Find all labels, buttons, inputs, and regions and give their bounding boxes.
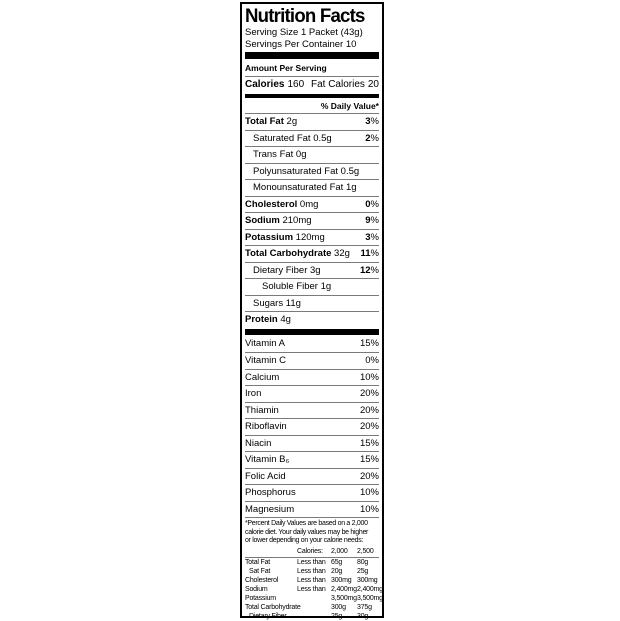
- vitamin-row-vitamin-a: [245, 336, 379, 353]
- nutrient-amount: 0.5g: [310, 132, 332, 144]
- vitamin-name: Thiamin: [245, 404, 279, 416]
- vitamin-row-folic-acid: [245, 468, 379, 485]
- ref-value-2500: 3,500mg: [357, 594, 383, 602]
- vitamin-daily-value: 20%: [359, 388, 379, 399]
- nutrient-amount: 120mg: [293, 231, 325, 243]
- nutrient-amount: 0g: [293, 149, 307, 160]
- nutrient-amount: 4g: [277, 314, 291, 325]
- dv-number: 3: [365, 231, 371, 243]
- footnote-line-1: *Percent Daily Values are based on a 2,000: [245, 520, 368, 527]
- ref-nutrient-name: Total Fat: [245, 558, 271, 566]
- reference-row-dietary-fiber: [245, 612, 379, 621]
- calories-label: Calories: [245, 79, 285, 90]
- reference-row-cholesterol: [245, 576, 379, 585]
- footnote-line-3: or lower depending on your calorie needs:: [245, 537, 364, 545]
- nutrient-name: Monounsaturated Fat: [253, 182, 344, 193]
- vitamin-daily-value: 10%: [359, 487, 379, 498]
- percent-sign: %: [370, 231, 379, 243]
- ref-value-2000: 25g: [331, 612, 343, 620]
- dv-number: 9: [365, 215, 371, 226]
- daily-value-percent: [365, 131, 379, 147]
- dv-number: 11: [360, 248, 371, 259]
- nutrient-name-amount: [253, 180, 357, 196]
- ref-nutrient-name: Potassium: [245, 594, 276, 602]
- footnote-line-2: calorie diet. Your daily values may be higher: [245, 528, 369, 536]
- nutrient-amount: 210mg: [279, 215, 312, 226]
- vitamin-row-phosphorus: [245, 484, 379, 501]
- calories-amount: [245, 79, 304, 90]
- nutrient-row-dietary-fiber: [245, 262, 379, 279]
- nutrient-name: Total Fat: [245, 116, 284, 127]
- daily-value-percent: [361, 246, 380, 262]
- reference-table: [245, 546, 383, 621]
- medium-divider-bar: [245, 94, 379, 98]
- nutrient-row-potassium: [245, 229, 379, 246]
- nutrient-name-amount: [245, 230, 325, 246]
- fat-calories-label: Fat Calories: [310, 79, 365, 90]
- vitamin-name: Folic Acid: [245, 470, 286, 482]
- vitamin-row-riboflavin: [245, 418, 379, 435]
- vitamin-name: Vitamin B₆: [245, 454, 290, 465]
- dv-number: 2: [365, 132, 371, 144]
- vitamin-daily-value: 15%: [359, 437, 379, 449]
- nutrient-name-amount: [253, 147, 307, 163]
- nutrient-row-polyunsaturated-fat: [245, 163, 379, 180]
- vitamin-daily-value: 10%: [359, 503, 379, 515]
- nutrient-name-amount: [245, 246, 350, 262]
- nutrient-name: Saturated Fat: [253, 132, 311, 144]
- daily-value-percent: [365, 197, 379, 213]
- nutrient-amount: 0mg: [297, 198, 319, 210]
- thick-divider-bar: [245, 52, 379, 59]
- nutrient-name-amount: [253, 164, 359, 180]
- ref-value-2500: 300mg: [357, 576, 378, 584]
- ref-value-2500: 2,400mg: [357, 585, 383, 593]
- ref-value-2000: 300g: [331, 603, 346, 611]
- percent-sign: %: [370, 116, 379, 127]
- reference-row-total-fat: [245, 557, 379, 567]
- ref-nutrient-name: Dietary Fiber: [249, 612, 287, 620]
- nutrient-name: Trans Fat: [253, 149, 294, 160]
- nutrient-row-sugars: [245, 295, 379, 312]
- vitamin-name: Riboflavin: [245, 421, 287, 432]
- nutrient-amount: 32g: [331, 248, 350, 259]
- vitamin-daily-value: 10%: [359, 371, 379, 383]
- ref-value-2000: 300mg: [331, 576, 352, 584]
- nutrient-row-total-carbohydrate: [245, 245, 379, 262]
- vitamin-daily-value: 15%: [359, 454, 379, 465]
- vitamin-daily-value: 20%: [359, 421, 379, 432]
- vitamin-name: Vitamin A: [245, 337, 285, 349]
- protein-divider-bar: [245, 329, 379, 335]
- nutrient-name: Total Carbohydrate: [245, 248, 332, 259]
- reference-row-sodium: [245, 585, 383, 594]
- percent-sign: %: [370, 264, 379, 276]
- vitamin-row-thiamin: [245, 402, 379, 419]
- daily-value-percent: [365, 114, 379, 130]
- daily-value-percent: [365, 230, 379, 246]
- servings-per-container: Servings Per Container 10: [245, 38, 357, 50]
- amount-per-serving-heading: Amount Per Serving: [245, 63, 327, 73]
- reference-table-header: [245, 546, 379, 556]
- vitamin-name: Vitamin C: [245, 355, 287, 366]
- nutrient-name-amount: [253, 296, 301, 312]
- calories-value: 160: [287, 79, 305, 90]
- percent-sign: %: [370, 198, 379, 210]
- nutrient-amount: 1g: [343, 182, 357, 193]
- ref-nutrient-name: Sodium: [245, 585, 268, 593]
- ref-value-2500: 375g: [357, 603, 372, 611]
- nutrition-facts-label: [240, 2, 384, 618]
- reference-row-total-carbohydrate: [245, 603, 379, 612]
- ref-qualifier: Less than: [297, 558, 326, 566]
- vitamin-row-vitamin-b: [245, 451, 379, 468]
- ref-qualifier: Less than: [297, 567, 326, 575]
- vitamin-name: Phosphorus: [245, 487, 296, 498]
- nutrient-name: Cholesterol: [245, 198, 298, 210]
- nutrient-name-amount: [245, 114, 297, 130]
- nutrient-row-trans-fat: [245, 146, 379, 163]
- serving-size: Serving Size 1 Packet (43g): [245, 27, 363, 38]
- vitamin-row-niacin: [245, 435, 379, 452]
- percent-sign: %: [370, 215, 379, 226]
- ref-nutrient-name: Total Carbohydrate: [245, 603, 301, 611]
- ref-nutrient-name: Sat Fat: [249, 567, 271, 575]
- dv-number: 12: [359, 264, 371, 276]
- ref-value-2000: 65g: [331, 558, 343, 566]
- nutrient-name-amount: [262, 279, 331, 295]
- vitamin-name: Iron: [245, 388, 262, 399]
- ref-nutrient-name: Cholesterol: [245, 576, 279, 584]
- label-title: Nutrition Facts: [245, 6, 365, 27]
- vitamin-row-calcium: [245, 369, 379, 386]
- ref-value-2000: 3,500mg: [331, 594, 357, 602]
- ref-2500-header: 2,500: [357, 547, 374, 555]
- nutrient-name-amount: [245, 312, 291, 328]
- vitamin-daily-value: 0%: [365, 355, 379, 366]
- nutrient-row-soluble-fiber: [245, 278, 379, 295]
- vitamin-row-vitamin-c: [245, 352, 379, 369]
- nutrients-section: [245, 113, 379, 328]
- vitamin-name: Calcium: [245, 371, 280, 383]
- nutrient-row-protein: [245, 311, 379, 328]
- nutrient-row-saturated-fat: [245, 130, 379, 147]
- daily-value-header: % Daily Value*: [320, 101, 379, 111]
- fat-calories-value: 20: [367, 79, 379, 90]
- vitamin-daily-value: 20%: [359, 404, 379, 416]
- vitamin-row-iron: [245, 385, 379, 402]
- vitamin-row-magnesium: [245, 501, 379, 518]
- ref-value-2000: 2,400mg: [331, 585, 357, 593]
- nutrient-name-amount: [245, 213, 312, 229]
- fat-calories-amount: [311, 79, 379, 90]
- ref-value-2500: 30g: [357, 612, 369, 620]
- vitamin-name: Niacin: [245, 437, 272, 449]
- ref-calories-label: Calories:: [297, 547, 323, 555]
- daily-value-percent: [360, 263, 379, 279]
- nutrient-name: Potassium: [245, 231, 294, 243]
- vitamin-daily-value: 20%: [359, 470, 379, 482]
- nutrient-name: Sodium: [245, 215, 280, 226]
- percent-sign: %: [370, 132, 379, 144]
- nutrient-amount: 0.5g: [338, 165, 360, 177]
- nutrient-amount: 2g: [283, 116, 298, 127]
- nutrient-amount: 3g: [307, 264, 321, 276]
- nutrient-name-amount: [253, 131, 332, 147]
- vitamins-section: [245, 336, 379, 519]
- calories-row: [245, 77, 379, 93]
- dv-number: 3: [365, 116, 371, 127]
- ref-value-2500: 80g: [357, 558, 369, 566]
- percent-sign: %: [370, 248, 379, 259]
- nutrient-name-amount: [245, 197, 318, 213]
- nutrient-name: Soluble Fiber: [262, 281, 318, 292]
- nutrient-amount: 11g: [283, 297, 301, 309]
- nutrient-row-sodium: [245, 212, 379, 229]
- ref-qualifier: Less than: [297, 576, 326, 584]
- nutrient-row-cholesterol: [245, 196, 379, 213]
- ref-2000-header: 2,000: [331, 547, 348, 555]
- nutrient-name: Protein: [245, 314, 278, 325]
- nutrient-row-monounsaturated-fat: [245, 179, 379, 196]
- reference-row-sat-fat: [245, 567, 379, 576]
- nutrient-amount: 1g: [317, 281, 332, 292]
- nutrient-name: Sugars: [253, 297, 284, 309]
- daily-value-percent: [365, 213, 379, 229]
- ref-qualifier: Less than: [297, 585, 326, 593]
- nutrient-row-total-fat: [245, 113, 379, 130]
- reference-row-potassium: [245, 594, 383, 603]
- dv-number: 0: [365, 198, 371, 210]
- ref-value-2500: 25g: [357, 567, 369, 575]
- footnote: [245, 518, 379, 546]
- nutrient-name-amount: [253, 263, 321, 279]
- ref-value-2000: 20g: [331, 567, 343, 575]
- vitamin-name: Magnesium: [245, 503, 295, 515]
- nutrient-name: Polyunsaturated Fat: [253, 165, 339, 177]
- vitamin-daily-value: 15%: [359, 337, 379, 349]
- nutrient-name: Dietary Fiber: [253, 264, 308, 276]
